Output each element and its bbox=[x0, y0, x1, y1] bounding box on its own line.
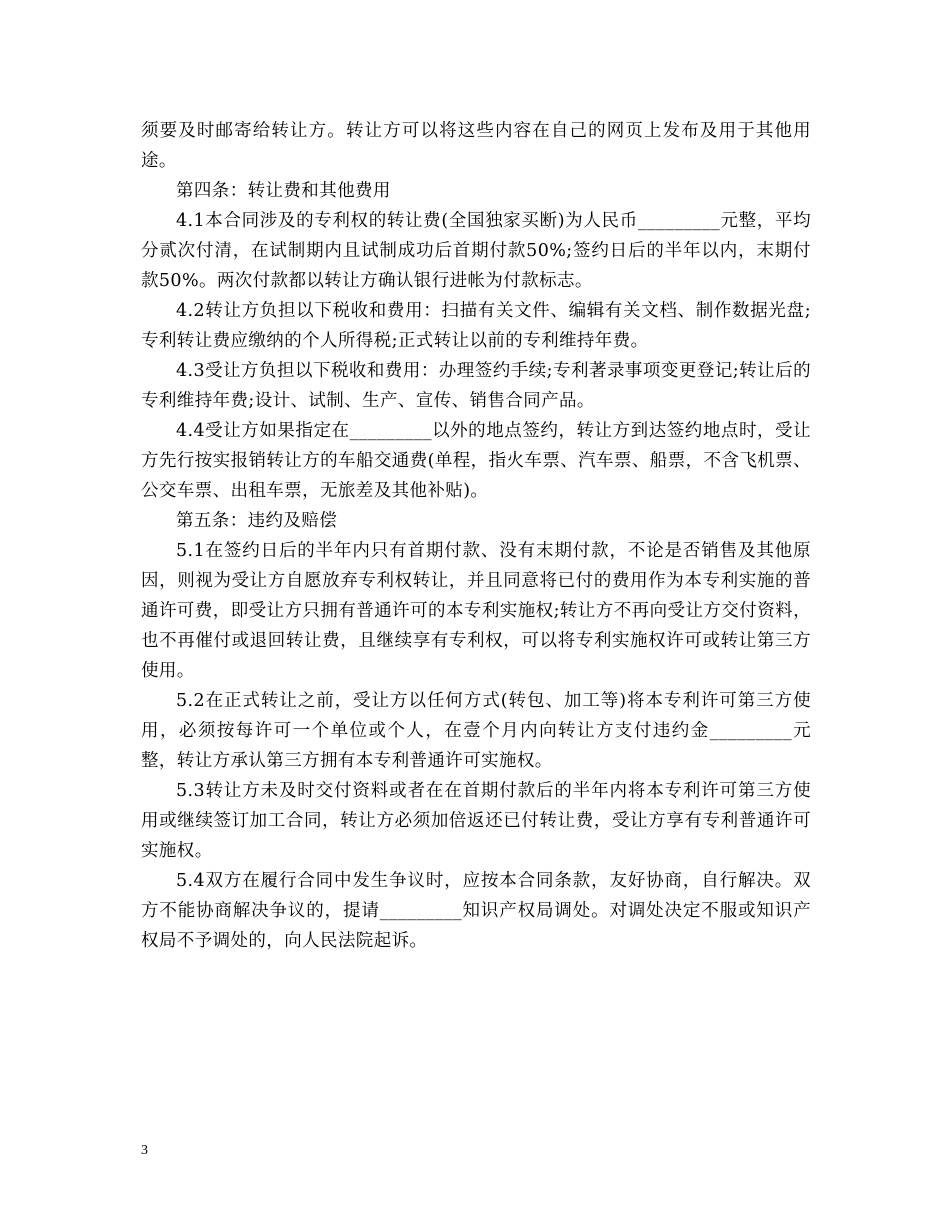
page-number: 3 bbox=[141, 1143, 148, 1158]
clause-4-4: 4.4受让方如果指定在_________以外的地点签约，转让方到达签约地点时，受让方先行按实报销转让方的车船交通费(单程，指火车票、汽车票、船票，不含飞机票、公交车票、出租车票，无旅差及其他补贴)。 bbox=[141, 421, 811, 501]
clause-4-2: 4.2转让方负担以下税收和费用：扫描有关文件、编辑有关文档、制作数据光盘;专利转让费应缴纳的个人所得税;正式转让以前的专利维持年费。 bbox=[141, 301, 811, 351]
section-heading-article-5: 第五条：违约及赔偿 bbox=[176, 511, 338, 531]
clause-5-1: 5.1在签约日后的半年内只有首期付款、没有末期付款，不论是否销售及其他原因，则视为受让方自愿放弃专利权转让，并且同意将已付的费用作为本专利实施的普通许可费，即受让方只拥有普通许可的本专利实施权;转让方不再向受让方交付资料，也不再催付或退回转让费，且继续享有专利权，可以将专利实施权许可或转让第三方使用。 bbox=[141, 541, 811, 681]
clause-4-1: 4.1本合同涉及的专利权的转让费(全国独家买断)为人民币_________元整，平均分贰次付清，在试制期内且试制成功后首期付款50%;签约日后的半年以内，末期付款50%。两次付款都以转让方确认银行进帐为付款标志。 bbox=[141, 211, 811, 291]
clause-5-3: 5.3转让方未及时交付资料或者在在首期付款后的半年内将本专利许可第三方使用或继续签订加工合同，转让方必须加倍返还已付转让费，受让方享有专利普通许可实施权。 bbox=[141, 781, 811, 861]
clause-5-4: 5.4双方在履行合同中发生争议时，应按本合同条款，友好协商，自行解决。双方不能协商解决争议的，提请_________知识产权局调处。对调处决定不服或知识产权局不予调处的，向人民法院起诉。 bbox=[141, 871, 811, 951]
document-body bbox=[141, 116, 811, 956]
section-heading-article-4: 第四条：转让费和其他费用 bbox=[176, 181, 391, 201]
clause-5-2: 5.2在正式转让之前，受让方以任何方式(转包、加工等)将本专利许可第三方使用，必须按每许可一个单位或个人，在壹个月内向转让方支付违约金_________元整，转让方承认第三方拥有本专利普通许可实施权。 bbox=[141, 691, 811, 771]
paragraph-continuation: 须要及时邮寄给转让方。转让方可以将这些内容在自己的网页上发布及用于其他用途。 bbox=[141, 121, 811, 171]
clause-4-3: 4.3受让方负担以下税收和费用：办理签约手续;专利著录事项变更登记;转让后的专利维持年费;设计、试制、生产、宣传、销售合同产品。 bbox=[141, 361, 811, 411]
